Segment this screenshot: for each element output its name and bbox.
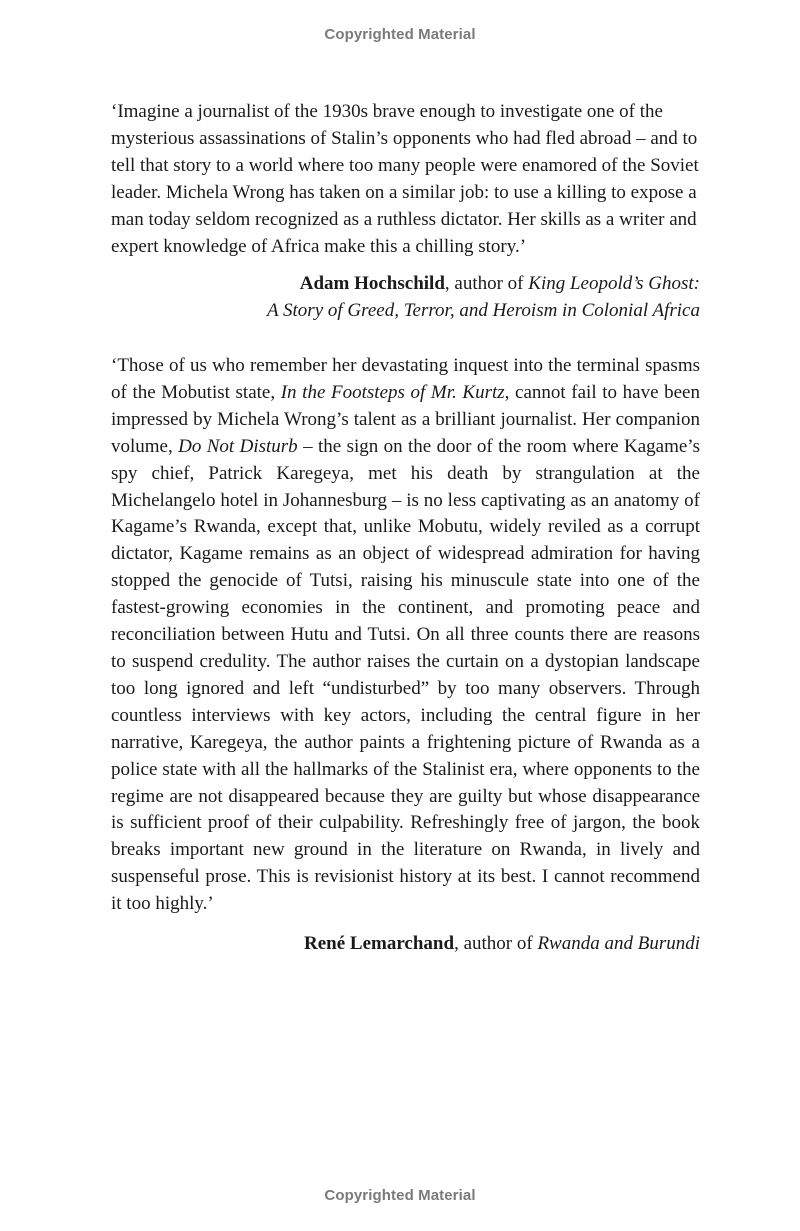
copyright-watermark-bottom: Copyrighted Material xyxy=(324,1187,476,1204)
book-subtitle: A Story of Greed, Terror, and Heroism in Colonial Africa xyxy=(267,300,700,322)
blurb-text: ‘Imagine a journalist of the 1930s brave enough to investigate one of the mysterious assassinations of Stalin’s opponents who had fled abroad – and to tell that story to a world where too many people were enamored of the Soviet leader. Michela Wrong has taken on a similar job: to use a killing to expose a man today seldom recognized as a ruthless dictator. Her skills as a writer and expert knowledge of Africa make this a chilling story.’ xyxy=(111,101,699,257)
attribution-line-1 xyxy=(111,271,700,298)
book-title: Rwanda and Burundi xyxy=(537,933,700,955)
blurb-text-part-2: , cannot fail to have been impressed by Michela Wrong’s talent as a brilliant journalist. Her companion volume, xyxy=(111,381,700,457)
blurb-text-part-1: ‘Those of us who remember her devastating inquest into the terminal spasms of the Mobutist state, xyxy=(111,355,700,403)
book-title: King Leopold’s Ghost: xyxy=(528,273,700,295)
blurb-attribution xyxy=(111,931,700,958)
attribution-line-2 xyxy=(111,298,700,325)
cited-title-do-not-disturb: Do Not Disturb xyxy=(178,435,298,457)
copyright-watermark-top: Copyrighted Material xyxy=(324,26,476,43)
blurb-attribution xyxy=(111,271,700,325)
blurb-text-part-3: – the sign on the door of the room where Kagame’s spy chief, Patrick Karegeya, met his death by strangulation at the Michelangelo hotel in Johannesburg – is no less captivating as an anatomy of Kagame’s Rwanda, except that, unlike Mobutu, widely reviled as a corrupt dictator, Kagame remains as an object of widespread admiration for having stopped the genocide of Tutsi, raising his minuscule state into one of the fastest-growing economies in the continent, and promoting peace and reconciliation between Hutu and Tutsi. On all three counts there are reasons to suspend credulity. The author raises the curtain on a dystopian landscape too long ignored and left “undisturbed” by too many observers. Through countless interviews with key actors, including the central figure in her narrative, Karegeya, the author paints a frightening picture of Rwanda as a police state with all the hallmarks of the Stalinist era, where opponents to the regime are not disappeared because they are guilty but whose disappearance is sufficient proof of their culpability. Refreshingly free of jargon, the book breaks important new ground in the literature on Rwanda, in lively and suspenseful prose. This is revisionist history at its best. I cannot recommend it too highly.’ xyxy=(111,435,700,915)
blurb-lemarchand xyxy=(111,353,700,958)
author-name: Adam Hochschild xyxy=(299,273,445,295)
cited-title-kurtz: In the Footsteps of Mr. Kurtz xyxy=(280,381,505,403)
author-connector: , author of xyxy=(444,273,529,295)
blurb-hochschild xyxy=(111,99,700,325)
blurb-text xyxy=(111,353,700,918)
attribution-line-1 xyxy=(111,931,700,958)
author-name: René Lemarchand xyxy=(304,933,455,955)
author-connector: , author of xyxy=(454,933,538,955)
